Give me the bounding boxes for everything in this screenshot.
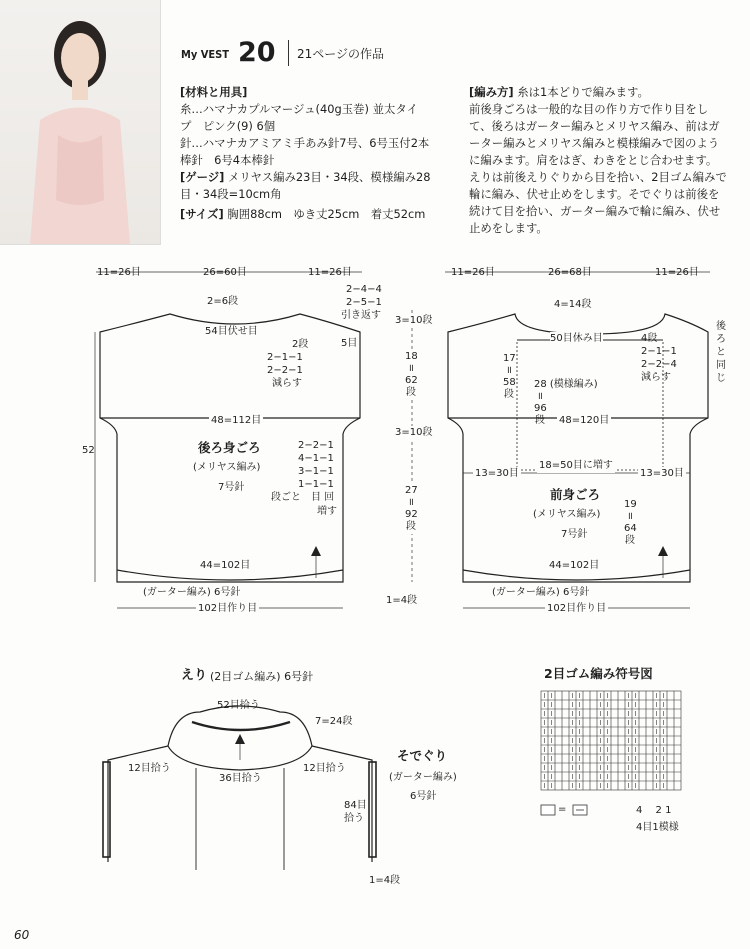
front-same-back-4: 同 <box>716 360 726 371</box>
collar-title-detail: (2目ゴム編み) 6号針 <box>210 670 314 683</box>
series-label: My VEST <box>181 48 230 61</box>
instructions-line: 前後身ごろは一般的な目の作り方で作り目をし <box>469 102 709 116</box>
front-garter: (ガーター編み) 6号針 <box>492 587 590 598</box>
rib-chart-grid <box>541 691 681 790</box>
gauge-text-2: 目・34段=10cm角 <box>180 187 282 201</box>
front-rows-28-eq: ॥ <box>537 391 543 402</box>
sleeve-pick-84-unit: 拾う <box>344 813 364 824</box>
back-needle: 7号針 <box>218 482 245 493</box>
front-rows-96: 96 <box>534 403 547 414</box>
front-same-back-2: ろ <box>716 334 726 345</box>
collar-title: えり <box>181 668 208 683</box>
front-needle: 7号針 <box>561 529 588 540</box>
materials-line: 糸…ハマナカプルマージュ(40g玉巻) 並太タイ <box>180 102 418 116</box>
instructions-line: 止めをします。 <box>469 221 548 235</box>
front-cast-on: 102目作り目 <box>547 603 607 614</box>
back-garter: (ガーター編み) 6号針 <box>143 587 241 598</box>
collar-arrow-head <box>235 734 245 744</box>
front-rows-64: 64 <box>624 523 637 534</box>
back-arrow-head <box>311 546 321 556</box>
instructions-line: 続けて目を拾い、ガーター編みで輪に編み、伏せ <box>469 204 721 218</box>
rows-62-unit: 段 <box>406 387 416 398</box>
instructions-heading: [編み方] <box>469 85 514 99</box>
back-pull-back: 引き返す <box>341 310 381 321</box>
back-top-mid: 26=60目 <box>203 267 247 278</box>
collar-pick-36: 36目拾う <box>219 773 262 784</box>
sleeve-stitch: (ガーター編み) <box>389 772 457 783</box>
collar-pick-52: 52目拾う <box>217 700 260 711</box>
back-top-left: 11=26目 <box>97 267 141 278</box>
page-number: 60 <box>14 928 30 942</box>
front-stitch: (メリヤス編み) <box>533 509 601 520</box>
pattern-number: 20 <box>238 37 276 68</box>
front-same-back-3: と <box>716 347 726 358</box>
back-dec-b: 2−1−1 <box>267 352 303 363</box>
rows-92: 92 <box>405 509 418 520</box>
instructions-line: に編みます。肩をはぎ、わきをとじ合わせます。 <box>469 153 718 167</box>
front-neck-rows: 4=14段 <box>554 299 592 310</box>
rows-18: 18 <box>405 351 418 362</box>
back-cast-on: 102目作り目 <box>198 603 258 614</box>
front-top-mid: 26=68目 <box>548 267 592 278</box>
collar-inner <box>192 722 290 730</box>
front-rows-19: 19 <box>624 499 637 510</box>
front-rows-58: 58 <box>503 377 516 388</box>
materials-line: 針…ハマナカアミアミ手あみ針7号、6号玉付2本 <box>180 136 430 150</box>
size-label: [サイズ] <box>180 207 224 221</box>
back-inc-3: 3−1−1 <box>298 466 334 477</box>
front-rows-17-eq: ॥ <box>506 365 512 376</box>
back-shoulder-dec-2: 2−5−1 <box>346 297 382 308</box>
gauge-text: メリヤス編み23目・34段、模様編み28 <box>227 170 431 184</box>
back-dec-d: 減らす <box>272 378 302 389</box>
front-same-back-1: 後 <box>716 321 726 332</box>
front-rows-19-eq: ॥ <box>627 511 633 522</box>
back-width-112: 48=112目 <box>211 415 262 426</box>
rows-18-eq: ॥ <box>408 363 414 374</box>
collar-pick-12-right: 12目拾う <box>303 763 346 774</box>
front-dec-b: 2−1−1 <box>641 346 677 357</box>
chart-legend-eq: = <box>558 804 567 815</box>
back-neck-rows: 2=6段 <box>207 296 239 307</box>
front-width-102: 44=102目 <box>549 560 600 571</box>
front-dec-d: 減らす <box>641 372 671 383</box>
materials-line: プ ピンク(9) 6個 <box>180 119 276 133</box>
front-increase: 18=50目に増す <box>539 460 613 471</box>
rows-top: 3=10段 <box>395 315 433 326</box>
back-shoulder-dec-1: 2−4−4 <box>346 284 382 295</box>
sleeve-needle: 6号針 <box>410 791 437 802</box>
back-height: 52 <box>82 445 95 456</box>
front-rows-96-unit: 段 <box>535 415 545 426</box>
front-side-right: 13=30目 <box>640 468 684 479</box>
back-dec-a: 2段 <box>292 339 309 350</box>
back-inc-5: 段ごと 目 回 <box>271 492 335 503</box>
gauge-label: [ゲージ] <box>180 170 225 184</box>
materials-heading: [材料と用具] <box>180 85 248 99</box>
front-dec-a: 4段 <box>641 333 658 344</box>
instructions-first: 糸は1本どりで編みます。 <box>517 85 649 99</box>
front-rows-28: 28 (模様編み) <box>534 379 598 390</box>
front-top-left: 11=26目 <box>451 267 495 278</box>
rows-92-unit: 段 <box>406 521 416 532</box>
back-inc-1: 2−2−1 <box>298 440 334 451</box>
size-text: 胸囲88cm ゆき丈25cm 着丈52cm <box>227 207 426 221</box>
rows-mid: 3=10段 <box>395 427 433 438</box>
legend-knit-box <box>541 805 555 815</box>
sleeve-band-left <box>103 762 110 857</box>
back-width-102: 44=102目 <box>200 560 251 571</box>
chart-title: 2目ゴム編み符号図 <box>544 666 653 681</box>
rows-27: 27 <box>405 485 418 496</box>
front-rows-17: 17 <box>503 353 516 364</box>
sleeve-rows: 1=4段 <box>369 875 401 886</box>
back-inc-2: 4−1−1 <box>298 453 334 464</box>
back-name: 後ろ身ごろ <box>198 440 261 455</box>
back-top-right: 11=26目 <box>308 267 352 278</box>
front-arrow-head <box>658 546 668 556</box>
instructions-line: ーター編みとメリヤス編みと模様編みで図のよう <box>469 136 720 150</box>
sleeve-title: そでぐり <box>397 748 448 763</box>
chart-repeat: 4目1模様 <box>636 822 679 833</box>
rows-27-eq: ॥ <box>408 497 414 508</box>
back-inc-6: 増す <box>317 506 337 517</box>
collar-rows-7: 7=24段 <box>315 716 353 727</box>
rows-bottom: 1=4段 <box>386 595 418 606</box>
back-bind-off: 54目伏せ目 <box>205 326 258 337</box>
front-side-left: 13=30目 <box>475 468 519 479</box>
instructions-line: えりは前後えりぐりから目を拾い、2目ゴム編みで <box>469 170 727 184</box>
collar-pick-12-left: 12目拾う <box>128 763 171 774</box>
back-rows-5: 5目 <box>341 338 358 349</box>
chart-numbers: 4 2 1 <box>636 805 672 816</box>
front-rows-58-unit: 段 <box>504 389 514 400</box>
front-same-back-5: じ <box>716 373 726 384</box>
back-stitch: (メリヤス編み) <box>193 462 261 473</box>
front-name: 前身ごろ <box>550 487 601 502</box>
front-top-right: 11=26目 <box>655 267 699 278</box>
back-dec-c: 2−2−1 <box>267 365 303 376</box>
reference-page: 21ページの作品 <box>297 47 385 61</box>
front-rest: 50目休み目 <box>550 333 603 344</box>
front-rows-64-unit: 段 <box>625 535 635 546</box>
instructions-line: 輪に編み、伏せ止めをします。そでぐりは前後を <box>469 187 720 201</box>
front-dec-c: 2−2−4 <box>641 359 677 370</box>
rows-62: 62 <box>405 375 418 386</box>
instructions-line: て、後ろはガーター編みとメリヤス編み、前はガ <box>469 119 720 133</box>
back-inc-4: 1−1−1 <box>298 479 334 490</box>
sleeve-pick-84: 84目 <box>344 800 367 811</box>
front-width-120: 48=120目 <box>559 415 610 426</box>
materials-line: 棒針 6号4本棒針 <box>180 153 275 167</box>
